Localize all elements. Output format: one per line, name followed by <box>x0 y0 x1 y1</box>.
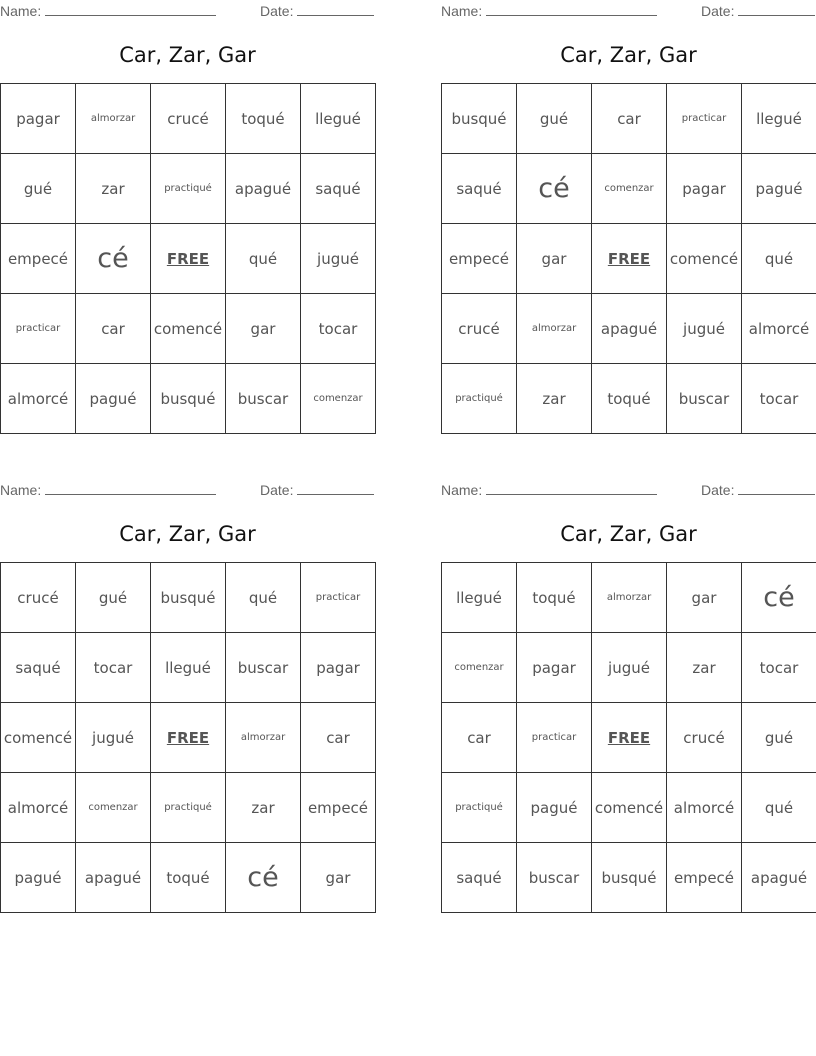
bingo-cell: pagué <box>1 843 76 913</box>
bingo-cell: almorcé <box>1 773 76 843</box>
bingo-cell: apagué <box>742 843 816 913</box>
bingo-cell: busqué <box>151 563 226 633</box>
bingo-cell: cé <box>226 843 301 913</box>
bingo-cell: tocar <box>742 633 816 703</box>
card-header <box>0 0 375 22</box>
bingo-cell: llegué <box>742 84 816 154</box>
name-line <box>486 482 657 495</box>
bingo-grid <box>441 83 816 434</box>
date-field <box>260 482 374 498</box>
bingo-cell: car <box>442 703 517 773</box>
name-label: Name: <box>0 3 42 19</box>
bingo-cell: gué <box>76 563 151 633</box>
name-line <box>45 3 216 16</box>
bingo-cell: zar <box>226 773 301 843</box>
date-field <box>701 3 815 19</box>
bingo-cell: toqué <box>151 843 226 913</box>
date-label: Date: <box>701 482 735 498</box>
bingo-card-1 <box>0 0 375 434</box>
bingo-cell: jugué <box>667 294 742 364</box>
card-title: Car, Zar, Gar <box>560 522 697 546</box>
bingo-cell: pagar <box>667 154 742 224</box>
bingo-card-2 <box>441 0 816 434</box>
card-title: Car, Zar, Gar <box>560 43 697 67</box>
date-field <box>701 482 815 498</box>
date-line <box>297 3 374 16</box>
bingo-cell: almorzar <box>517 294 592 364</box>
bingo-cell: crucé <box>442 294 517 364</box>
bingo-cell: almorcé <box>1 364 76 434</box>
bingo-cell: gar <box>667 563 742 633</box>
bingo-grid <box>0 562 376 913</box>
bingo-cell: empecé <box>442 224 517 294</box>
bingo-cell: pagar <box>301 633 376 703</box>
bingo-cell: saqué <box>1 633 76 703</box>
bingo-cell: buscar <box>226 633 301 703</box>
bingo-cell: qué <box>226 224 301 294</box>
bingo-cell: llegué <box>442 563 517 633</box>
date-line <box>738 482 815 495</box>
bingo-cell: empecé <box>301 773 376 843</box>
bingo-cell: qué <box>226 563 301 633</box>
bingo-cell: almorzar <box>226 703 301 773</box>
bingo-cell: tocar <box>76 633 151 703</box>
bingo-cell: crucé <box>151 84 226 154</box>
bingo-cell: comencé <box>592 773 667 843</box>
name-field <box>441 3 657 19</box>
bingo-cell: pagué <box>742 154 816 224</box>
bingo-cell: gar <box>517 224 592 294</box>
free-space: FREE <box>151 224 226 294</box>
name-label: Name: <box>441 3 483 19</box>
bingo-cell: busqué <box>442 84 517 154</box>
bingo-cell: comencé <box>1 703 76 773</box>
free-space: FREE <box>592 703 667 773</box>
bingo-cell: empecé <box>667 843 742 913</box>
bingo-cell: llegué <box>301 84 376 154</box>
card-header <box>441 0 816 22</box>
bingo-cell: gar <box>301 843 376 913</box>
bingo-cell: apagué <box>76 843 151 913</box>
bingo-cell: toqué <box>226 84 301 154</box>
bingo-cell: busqué <box>592 843 667 913</box>
bingo-cell: crucé <box>667 703 742 773</box>
name-line <box>486 3 657 16</box>
bingo-cell: practiqué <box>151 154 226 224</box>
bingo-cell: pagué <box>76 364 151 434</box>
bingo-cell: qué <box>742 224 816 294</box>
bingo-cell: cé <box>742 563 816 633</box>
bingo-cell: buscar <box>667 364 742 434</box>
bingo-cell: comencé <box>667 224 742 294</box>
bingo-cell: car <box>301 703 376 773</box>
bingo-cell: almorcé <box>742 294 816 364</box>
card-title: Car, Zar, Gar <box>119 522 256 546</box>
bingo-cell: empecé <box>1 224 76 294</box>
bingo-cell: jugué <box>301 224 376 294</box>
bingo-cell: gué <box>742 703 816 773</box>
free-space: FREE <box>592 224 667 294</box>
name-field <box>441 482 657 498</box>
bingo-cell: practicar <box>1 294 76 364</box>
date-label: Date: <box>260 3 294 19</box>
bingo-cell: pagar <box>517 633 592 703</box>
date-field <box>260 3 374 19</box>
name-field <box>0 3 216 19</box>
bingo-cell: almorcé <box>667 773 742 843</box>
bingo-cell: practicar <box>301 563 376 633</box>
bingo-cell: cé <box>76 224 151 294</box>
bingo-cell: comenzar <box>592 154 667 224</box>
bingo-cell: comencé <box>151 294 226 364</box>
bingo-card-4 <box>441 479 816 913</box>
date-label: Date: <box>701 3 735 19</box>
bingo-cell: busqué <box>151 364 226 434</box>
bingo-grid <box>0 83 376 434</box>
date-line <box>738 3 815 16</box>
card-header <box>0 479 375 501</box>
bingo-cell: pagué <box>517 773 592 843</box>
bingo-cell: gué <box>517 84 592 154</box>
bingo-cell: buscar <box>226 364 301 434</box>
free-space: FREE <box>151 703 226 773</box>
bingo-cell: gar <box>226 294 301 364</box>
bingo-cell: comenzar <box>442 633 517 703</box>
bingo-cell: practicar <box>517 703 592 773</box>
bingo-cell: apagué <box>592 294 667 364</box>
name-line <box>45 482 216 495</box>
bingo-cell: pagar <box>1 84 76 154</box>
bingo-cell: crucé <box>1 563 76 633</box>
bingo-cell: zar <box>667 633 742 703</box>
name-label: Name: <box>0 482 42 498</box>
date-label: Date: <box>260 482 294 498</box>
bingo-cell: car <box>592 84 667 154</box>
bingo-card-3 <box>0 479 375 913</box>
bingo-cell: saqué <box>442 154 517 224</box>
date-line <box>297 482 374 495</box>
bingo-cell: zar <box>76 154 151 224</box>
bingo-cell: cé <box>517 154 592 224</box>
bingo-cell: gué <box>1 154 76 224</box>
card-title: Car, Zar, Gar <box>119 43 256 67</box>
bingo-cell: comenzar <box>76 773 151 843</box>
card-header <box>441 479 816 501</box>
bingo-cell: toqué <box>592 364 667 434</box>
bingo-cell: zar <box>517 364 592 434</box>
bingo-cell: practiqué <box>442 773 517 843</box>
bingo-cell: qué <box>742 773 816 843</box>
bingo-cell: buscar <box>517 843 592 913</box>
bingo-cell: saqué <box>442 843 517 913</box>
name-field <box>0 482 216 498</box>
bingo-cell: jugué <box>592 633 667 703</box>
bingo-grid <box>441 562 816 913</box>
name-label: Name: <box>441 482 483 498</box>
bingo-cell: llegué <box>151 633 226 703</box>
bingo-cell: apagué <box>226 154 301 224</box>
bingo-cell: almorzar <box>76 84 151 154</box>
bingo-cell: practiqué <box>151 773 226 843</box>
bingo-cell: tocar <box>301 294 376 364</box>
bingo-cell: practiqué <box>442 364 517 434</box>
bingo-cell: car <box>76 294 151 364</box>
bingo-cell: tocar <box>742 364 816 434</box>
bingo-cell: practicar <box>667 84 742 154</box>
bingo-cell: almorzar <box>592 563 667 633</box>
bingo-cell: comenzar <box>301 364 376 434</box>
bingo-cell: saqué <box>301 154 376 224</box>
bingo-cell: toqué <box>517 563 592 633</box>
bingo-cell: jugué <box>76 703 151 773</box>
